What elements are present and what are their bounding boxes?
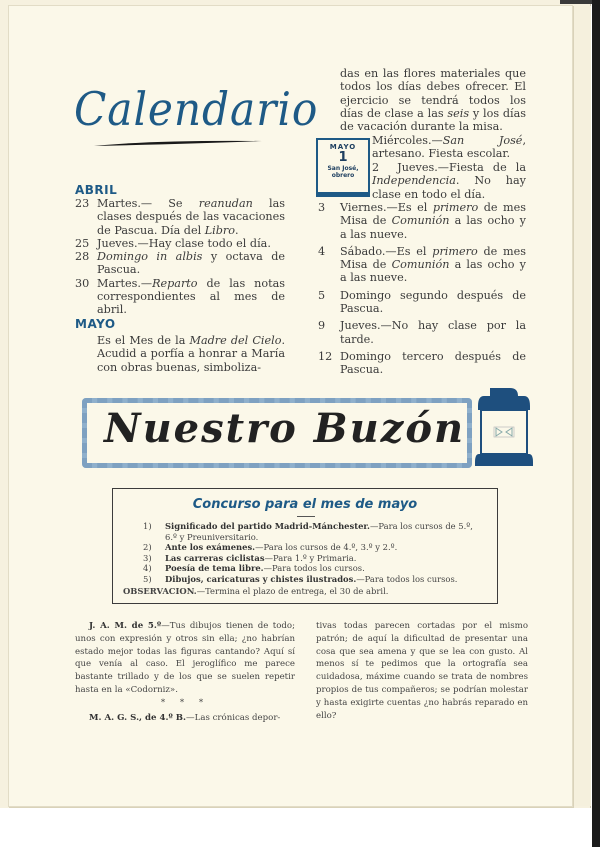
month-heading-abril: ABRIL	[75, 183, 118, 197]
entry-text: Viernes.—Es el primero de mes Misa de Comunión a las ocho y a las nueve.	[340, 201, 526, 241]
calendario-title: Calendario	[74, 82, 319, 136]
title-swash-ornament	[92, 138, 264, 148]
concurso-item: 4) Poesía de tema libre.—Para todos los cursos.	[143, 563, 365, 574]
concurso-list	[143, 521, 487, 585]
concurso-box	[112, 488, 498, 604]
letter-reply: M. A. G. S., de 4.º B.—Las crónicas depor-	[89, 712, 281, 723]
concurso-title: Concurso para el mes de mayo	[192, 497, 418, 512]
scan-border-right	[592, 0, 600, 847]
separator-stars: * * *	[160, 697, 210, 708]
calendar-entry: 30 Martes.—Reparto de las notas correspondientes al mes de abril.	[75, 276, 285, 317]
buzon-title: Nuestro Buzón	[104, 405, 466, 452]
calendar-entry: 25 Jueves.—Hay clase todo el día.	[75, 236, 271, 250]
entry-text: Martes.—Reparto de las notas correspondientes al mes de abril.	[97, 276, 285, 317]
mayo-intro-part2: das en las flores materiales que todos los días debes ofrecer. El ejercicio se tendrá todos los días de clase a las seis y los días de vacación durante la misa.	[340, 67, 527, 134]
concurso-item: 3) Las carreras ciclistas—Para 1.º y Primaria.	[143, 552, 357, 563]
letters-left-column	[75, 620, 295, 724]
calendar-entry: 28 Domingo in albis y octava de Pascua.	[75, 250, 285, 277]
mayo-intro-part1: Es el Mes de la Madre del Cielo. Acudid a porfía a honrar a María con obras buenas, simboliza-	[97, 334, 285, 374]
concurso-observacion: OBSERVACION.—Termina el plazo de entrega, el 30 de abril.	[123, 586, 389, 596]
mayo-entry-1: Miércoles.—San José, artesano. Fiesta escolar.	[372, 134, 526, 161]
concurso-item: 1) Significado del partido Madrid-Mánchester.—Para los cursos de 5.º, 6.º y Preuniversitario.	[143, 521, 473, 542]
letters-right-column: tivas todas parecen cortadas por el mismo patrón; de aquí la dificultad de presentar una cosa que sea amena y que se lea con gusto. Al menos sí te pedimos que la ortografía sea cuidadosa, máxime cuando se trata de nombres propios de tus compañeros; se podrían molestar y hasta exigirte cuentas ¿no habrás reparado en ello?	[316, 621, 528, 721]
title-rule	[297, 516, 315, 517]
month-heading-mayo: MAYO	[75, 317, 116, 331]
calendar-entry: 3 Viernes.—Es el primero de mes Misa de Comunión a las ocho y a las nueve.	[318, 201, 526, 241]
next-page-edge	[572, 6, 591, 806]
abril-entries	[75, 197, 285, 317]
concurso-item: 2) Ante los exámenes.—Para los cursos de 4.º, 3.º y 2.º.	[143, 542, 398, 553]
entry-text: Domingo in albis y octava de Pascua.	[97, 250, 285, 277]
may-1-calendar-badge: MAYO 1 San José, obrero	[316, 138, 370, 197]
calendar-entry: 9 Jueves.—No hay clase por la tarde.	[318, 319, 526, 346]
entry-text: Martes.— Se reanudan las clases después de las vacaciones de Pascua. Día del Libro.	[97, 197, 285, 237]
concurso-item: 5) Dibujos, caricaturas y chistes ilustrados.—Para todos los cursos.	[143, 573, 458, 584]
mayo-entries	[318, 201, 526, 377]
letter-reply: J. A. M. de 5.º—Tus dibujos tienen de todo; unos con expresión y otros sin ella; ¿no habrían estado mejor todas las figuras cantando? Aquí sí que venía al caso. El jeroglífico me parece bastante trillado y de los que se suelen repetir hasta en la «Codorniz».	[75, 621, 295, 695]
mailbox-icon	[474, 382, 534, 470]
calendar-entry: 12 Domingo tercero después de Pascua.	[318, 349, 526, 377]
calendar-entry: 23 Martes.— Se reanudan las clases después de las vacaciones de Pascua. Día del Libro.	[75, 197, 285, 237]
calendar-entry: 4 Sábado.—Es el primero de mes Misa de Comunión a las ocho y a las nueve.	[318, 244, 526, 285]
calendar-entry: 5 Domingo segundo después de Pascua.	[318, 288, 526, 316]
entry-text: Sábado.—Es el primero de mes Misa de Comunión a las ocho y a las nueve.	[340, 244, 526, 285]
mayo-entry-2: 2 Jueves.—Fiesta de la Independencia. No hay clase en todo el día.	[372, 161, 526, 201]
